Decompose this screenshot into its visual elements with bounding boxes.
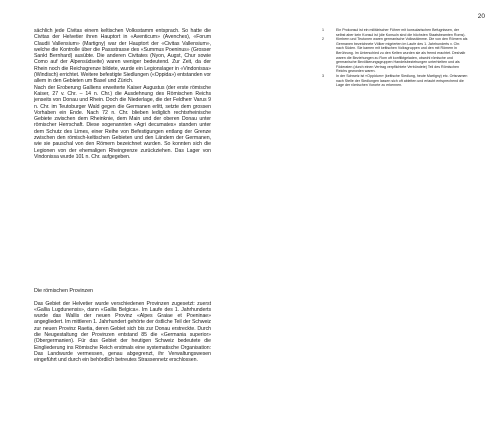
footnote <box>322 37 468 74</box>
footnote-text: Kimbern und Teutonen waren germanische Volksstämme. Die von den Römern als Germanen bezeichnete Völker migrierten im Laufe des 1. Jahrhunderts v. Chr. nach Süden. Sie kamen mit keltischen Volksgruppen und den mit Römern in Berührung. Im Unterschied zu den Kelten wurden sie als fremd erachtet. Deshalb waren die Beziehungen zu Rom oft konfliktgeladen, obwohl römische und germanische Bevölkerungsgruppen Handelsbeziehungen unterhielten und als Föderaten (durch einen Vertrag verpflichtete Verbündete) Teil des Römischen Reichs geworden waren. <box>336 37 468 74</box>
footnote-number: 1 <box>322 28 324 32</box>
footnote-number: 2 <box>322 37 324 42</box>
page-number: 20 <box>477 13 485 20</box>
footnote <box>322 28 468 37</box>
body-paragraph: Nach der Eroberung Galliens erweiterte Kaiser Augustus (der erste römische Kaiser, 27 v. Chr. – 14 n. Chr.) die Ausdehnung des Römischen Reichs jenseits von Donau und Rhein. Doch die Niederlage, die der Feldherr Varus 9 n. Chr. im Teutoburger Wald gegen die Germanen erlitt, setzte dem grossen Vorhaben ein Ende. Nach 72 n. Chr. blieben lediglich rechtsrheinische Gebiete zwischen dem Rheinknie, dem Main und der oberen Donau unter römischer Herrschaft. Diese sogenannten «Agri decumates» standen unter dem Schutz des Limes, einer Reihe von Befestigungen entlang der Grenze zwischen den römisch-keltischen Gebieten und den Ländern der Germanen, wie sie pauschal von den Römern bezeichnet wurden. So konnten sich die Legionen von der ehemaligen Rheingrenze zurückziehen. Das Lager von Vindonissa wurde 101 n. Chr. aufgegeben. <box>34 84 211 160</box>
footnote-text: In der Schweiz ist «Oppidum» (keltische Siedlung, heute Martigny) etc. Ortsnamen nach Stelle der Siedlungen lassen sich oft ableiten und erlaubt entsprechend die Lage der römischen Vororte zu erkennen. <box>336 73 468 88</box>
footnote-number: 3 <box>322 73 324 78</box>
section-heading: Die römischen Provinzen <box>34 288 94 294</box>
footnote <box>322 74 468 88</box>
section-roman-provinces <box>34 288 211 364</box>
main-text-top <box>34 28 211 160</box>
body-paragraph: Das Gebiet der Helvetier wurde verschiedenen Provinzen zugesetzt: zuerst «Gallia Lugdunensis», dann «Gallia Belgica». Im Laufe des 1. Jahrhunderts wurde das Wallis der neuen Provinz «Alpes Graiae et Poeninae» angegliedert. Im mittleren 1. Jahrhundert gehörte der östliche Teil der Schweiz zur neuen Provinz Raetia, deren Gebiet sich bis zur Donau erstreckte. Durch die Neugestaltung der Provinzen entstand 85 die «Germania superior» (Obergermanien). Für das Gebiet der heutigen Schweiz bedeutete die Eingliederung ins Römische Reich erstmals eine systematische Organisation: Das Landwurde vermessen, genau abgegrenzt, ihr Verwaltungswesen eingeführt und durch ein behördlich betreutes Strassennetz erschlossen. <box>34 300 211 364</box>
body-paragraph: sächlich jede Civitas einem keltischen Volksstamm entsprach. So hatte die Civitas der Helvetier ihren Hauptort in «Aventicum» (Avenches), «Forum Claudii Vallensium» (Martigny) war der Hauptort der «Civitas Vallensium», welche die Kontrolle über die Passstrasse des «Summus Poeninus» (Grosser Sankt Bernhard) ausübte. Die anderen Civitates (Nyon, Augst, Chur sowie Como auf der Alpensüdseite) waren weniger bedeutend. Zur Zeit, da der Rhein noch die Reichsgrenze bildete, wurde ein Legionslager in «Vindonissa» (Windisch) errichtet. Weitere befestigte Siedlungen («Oppida») entstanden vor allem in den Gebieten um Basel und Zürich. <box>34 28 211 85</box>
footnotes <box>322 28 468 88</box>
footnote-text: Ein Prokonsul ist ein militärischer Führer mit konsularischen Befugnissen, der selbst aber kein Konsul ist (die Konsuln sind die höchsten Staatsbeamten Roms). <box>336 28 466 37</box>
